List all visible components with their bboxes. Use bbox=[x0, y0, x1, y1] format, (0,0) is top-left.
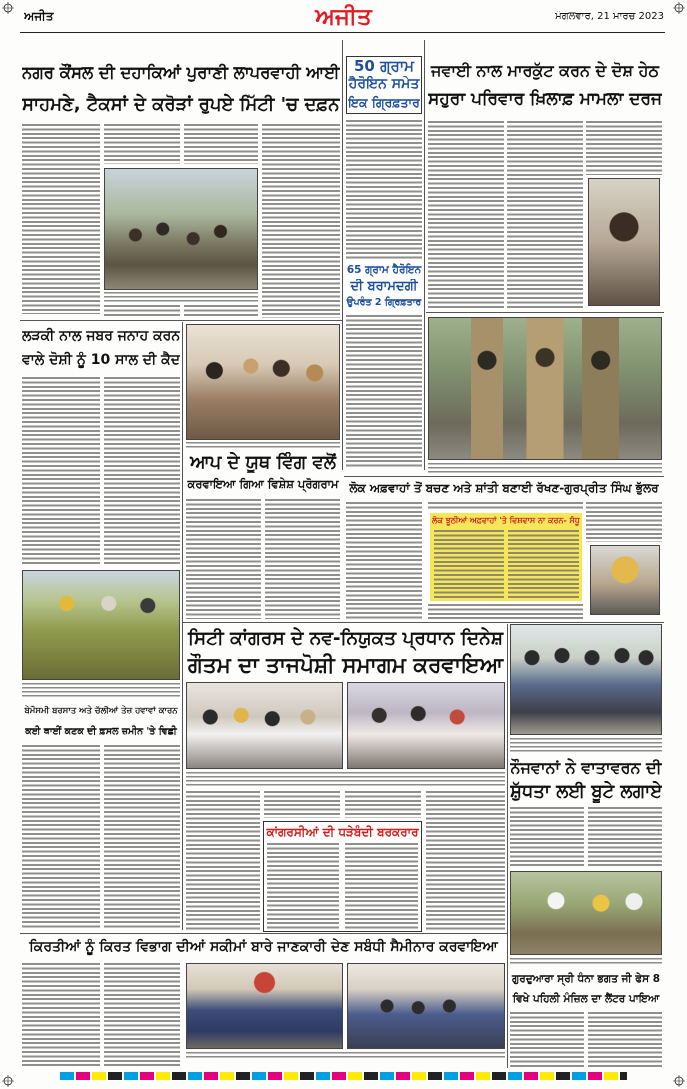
article-body bbox=[434, 530, 504, 598]
photo-caption bbox=[510, 738, 662, 752]
article-body bbox=[426, 791, 505, 931]
headline-inlaws-line1: ਜਵਾਈ ਨਾਲ ਮਾਰਕੁੱਟ ਕਰਨ ਦੇ ਦੋਸ਼ ਹੇਠ bbox=[431, 61, 659, 80]
article-body bbox=[507, 121, 583, 308]
column-divider bbox=[424, 40, 425, 470]
photo-caption bbox=[510, 958, 662, 966]
article-body bbox=[265, 499, 340, 619]
headline-heroin65-line1: 65 ਗ੍ਰਾਮ ਹੈਰੋਇਨ bbox=[346, 264, 422, 276]
headline-rain-line1: ਬੇਮੌਸਮੀ ਬਰਸਾਤ ਅਤੇ ਚੱਲੀਆਂ ਤੇਜ਼ ਹਵਾਵਾਂ ਕਾਰਨ bbox=[24, 706, 178, 716]
article-body bbox=[104, 124, 180, 164]
photo-caption bbox=[428, 463, 662, 475]
issue-date: ਮੰਗਲਵਾਰ, 21 ਮਾਰਚ 2023 bbox=[555, 11, 664, 22]
headline-aap-line2: ਕਰਵਾਇਆ ਗਿਆ ਵਿਸ਼ੇਸ਼ ਪ੍ਰੋਗਰਾਮ bbox=[187, 477, 339, 491]
article-body bbox=[428, 604, 583, 619]
headline-court-line2: ਵਾਲੇ ਦੋਸ਼ੀ ਨੂੰ 10 ਸਾਲ ਦੀ ਕੈਦ bbox=[22, 352, 180, 368]
article-body bbox=[186, 791, 260, 931]
article-body bbox=[346, 502, 422, 619]
article-body bbox=[586, 121, 662, 175]
headline-police: ਲੋਕ ਅਫ਼ਵਾਹਾਂ ਤੋਂ ਬਚਣ ਅਤੇ ਸ਼ਾਂਤੀ ਬਣਾਈ ਰੱਖਣ-ਗੁਰਪ੍ਰੀਤ ਸਿੰਘ ਭੁੱਲਰ bbox=[349, 481, 659, 495]
article-body bbox=[510, 1012, 584, 1067]
article-body bbox=[22, 124, 100, 314]
article-body bbox=[428, 121, 504, 308]
news-photo bbox=[588, 178, 660, 306]
photo-caption bbox=[186, 772, 505, 786]
headline-trees-line1: ਨੌਜਵਾਨਾਂ ਨੇ ਵਾਤਾਵਰਨ ਦੀ bbox=[510, 758, 662, 777]
registration-mark-icon bbox=[673, 2, 685, 14]
article-body bbox=[184, 124, 258, 164]
headline-rain-line2: ਕਈ ਥਾਈਂ ਕਣਕ ਦੀ ਫ਼ਸਲ ਜ਼ਮੀਨ 'ਤੇ ਵਿਛੀ bbox=[25, 726, 177, 737]
article-body bbox=[22, 377, 100, 565]
print-color-bar bbox=[60, 1072, 627, 1080]
news-photo bbox=[347, 682, 505, 769]
article-body bbox=[104, 377, 180, 565]
article-body bbox=[104, 305, 180, 318]
registration-mark-icon bbox=[2, 1075, 14, 1087]
masthead-title: ਅਜੀਤ bbox=[315, 4, 372, 30]
news-photo bbox=[186, 963, 343, 1049]
headline-heroin65-line2: ਦੀ ਬਰਾਮਦਗੀ bbox=[350, 279, 418, 294]
highlight-heading: ਲੋਕ ਝੂਠੀਆਂ ਅਫ਼ਵਾਹਾਂ 'ਤੇ ਵਿਸ਼ਵਾਸ ਨਾ ਕਰਨ- ਸੰਧੂ bbox=[432, 516, 580, 525]
article-body bbox=[345, 843, 418, 929]
news-photo bbox=[104, 168, 258, 290]
article-body bbox=[586, 502, 662, 542]
headline-trees-line2: ਸ਼ੁੱਧਤਾ ਲਈ ਬੂਟੇ ਲਗਾਏ bbox=[510, 781, 662, 802]
news-photo bbox=[428, 317, 662, 460]
photo-caption bbox=[186, 442, 340, 450]
article-body bbox=[588, 807, 662, 867]
article-body bbox=[22, 745, 100, 930]
article-body bbox=[508, 530, 579, 598]
news-photo bbox=[186, 324, 340, 440]
headline-aap-line1: ਆਪ ਦੇ ਯੂਥ ਵਿੰਗ ਵਲੋਂ bbox=[190, 452, 336, 473]
headline-gurdwara-line2: ਵਿਖੇ ਪਹਿਲੀ ਮੰਜ਼ਿਲ ਦਾ ਲੈਂਟਰ ਪਾਇਆ bbox=[512, 993, 660, 1005]
registration-mark-icon bbox=[673, 1075, 685, 1087]
section-divider bbox=[426, 312, 664, 313]
article-body bbox=[267, 843, 339, 929]
article-body bbox=[345, 791, 421, 818]
headline-council-line1: ਨਗਰ ਕੌਂਸਲ ਦੀ ਦਹਾਕਿਆਂ ਪੁਰਾਣੀ ਲਾਪਰਵਾਹੀ ਆਈ bbox=[22, 63, 340, 82]
article-body bbox=[22, 963, 100, 1067]
article-body bbox=[186, 499, 261, 619]
column-divider bbox=[507, 624, 508, 1068]
headline-labour: ਕਿਰਤੀਆਂ ਨੂੰ ਕਿਰਤ ਵਿਭਾਗ ਦੀਆਂ ਸਕੀਮਾਂ ਬਾਰੇ ਜਾਣਕਾਰੀ ਦੇਣ ਸਬੰਧੀ ਸੈਮੀਨਾਰ ਕਰਵਾਇਆ bbox=[29, 939, 498, 955]
article-body bbox=[510, 807, 584, 867]
column-divider bbox=[342, 40, 343, 470]
subhead-congress: ਕਾਂਗਰਸੀਆਂ ਦੀ ਧੜੇਬੰਦੀ ਬਰਕਰਾਰ bbox=[266, 825, 419, 839]
news-photo bbox=[22, 570, 180, 680]
running-title: ਅਜੀਤ bbox=[24, 9, 54, 23]
article-body bbox=[428, 502, 583, 511]
photo-caption bbox=[186, 1052, 505, 1060]
article-body bbox=[346, 120, 422, 260]
headline-congress-line2: ਗੌਤਮ ਦਾ ਤਾਜਪੋਸ਼ੀ ਸਮਾਗਮ ਕਰਵਾਇਆ bbox=[187, 653, 504, 678]
news-photo bbox=[347, 963, 505, 1049]
header-divider bbox=[20, 32, 665, 33]
article-body bbox=[588, 1012, 662, 1067]
headline-gurdwara-line1: ਗੁਰਦੁਆਰਾ ਸ੍ਰੀ ਧੰਨਾ ਭਗਤ ਜੀ ਫੇਸ 8 bbox=[511, 973, 661, 985]
headline-heroin50-line3: ਇਕ ਗ੍ਰਿਫ਼ਤਾਰ bbox=[348, 95, 420, 110]
registration-mark-icon bbox=[2, 2, 14, 14]
article-body bbox=[104, 745, 180, 930]
column-divider bbox=[182, 322, 183, 930]
news-photo bbox=[510, 871, 662, 955]
article-body bbox=[262, 124, 340, 318]
photo-caption bbox=[104, 292, 258, 302]
news-photo bbox=[186, 682, 343, 769]
headline-heroin50-line1: 50 ਗ੍ਰਾਮ bbox=[354, 58, 414, 75]
photo-caption bbox=[22, 683, 180, 697]
news-photo bbox=[510, 624, 662, 735]
headline-heroin65-line3: ਉਪਰੰਤ 2 ਗ੍ਰਿਫ਼ਤਾਰ bbox=[346, 297, 422, 308]
headline-court-line1: ਲੜਕੀ ਨਾਲ ਜਬਰ ਜਨਾਹ ਕਰਨ bbox=[22, 328, 180, 344]
section-divider bbox=[20, 320, 342, 321]
section-divider bbox=[183, 622, 664, 623]
headline-congress-line1: ਸਿਟੀ ਕਾਂਗਰਸ ਦੇ ਨਵ-ਨਿਯੁਕਤ ਪ੍ਰਧਾਨ ਦਿਨੇਸ਼ bbox=[187, 628, 504, 649]
section-divider bbox=[20, 933, 507, 934]
headline-heroin50-line2: ਹੈਰੋਇਨ ਸਮੇਤ bbox=[348, 76, 420, 92]
article-body bbox=[104, 963, 180, 1067]
news-photo bbox=[590, 545, 660, 615]
article-body bbox=[346, 315, 422, 469]
section-divider bbox=[344, 476, 664, 477]
article-body bbox=[184, 305, 258, 318]
headline-inlaws-line2: ਸਹੁਰਾ ਪਰਿਵਾਰ ਖ਼ਿਲਾਫ਼ ਮਾਮਲਾ ਦਰਜ bbox=[428, 89, 662, 109]
headline-council-line2: ਸਾਹਮਣੇ, ਟੈਕਸਾਂ ਦੇ ਕਰੋੜਾਂ ਰੁਪਏ ਮਿੱਟੀ 'ਚ ਦਫ਼ਨ bbox=[22, 94, 340, 115]
article-body bbox=[264, 791, 340, 818]
